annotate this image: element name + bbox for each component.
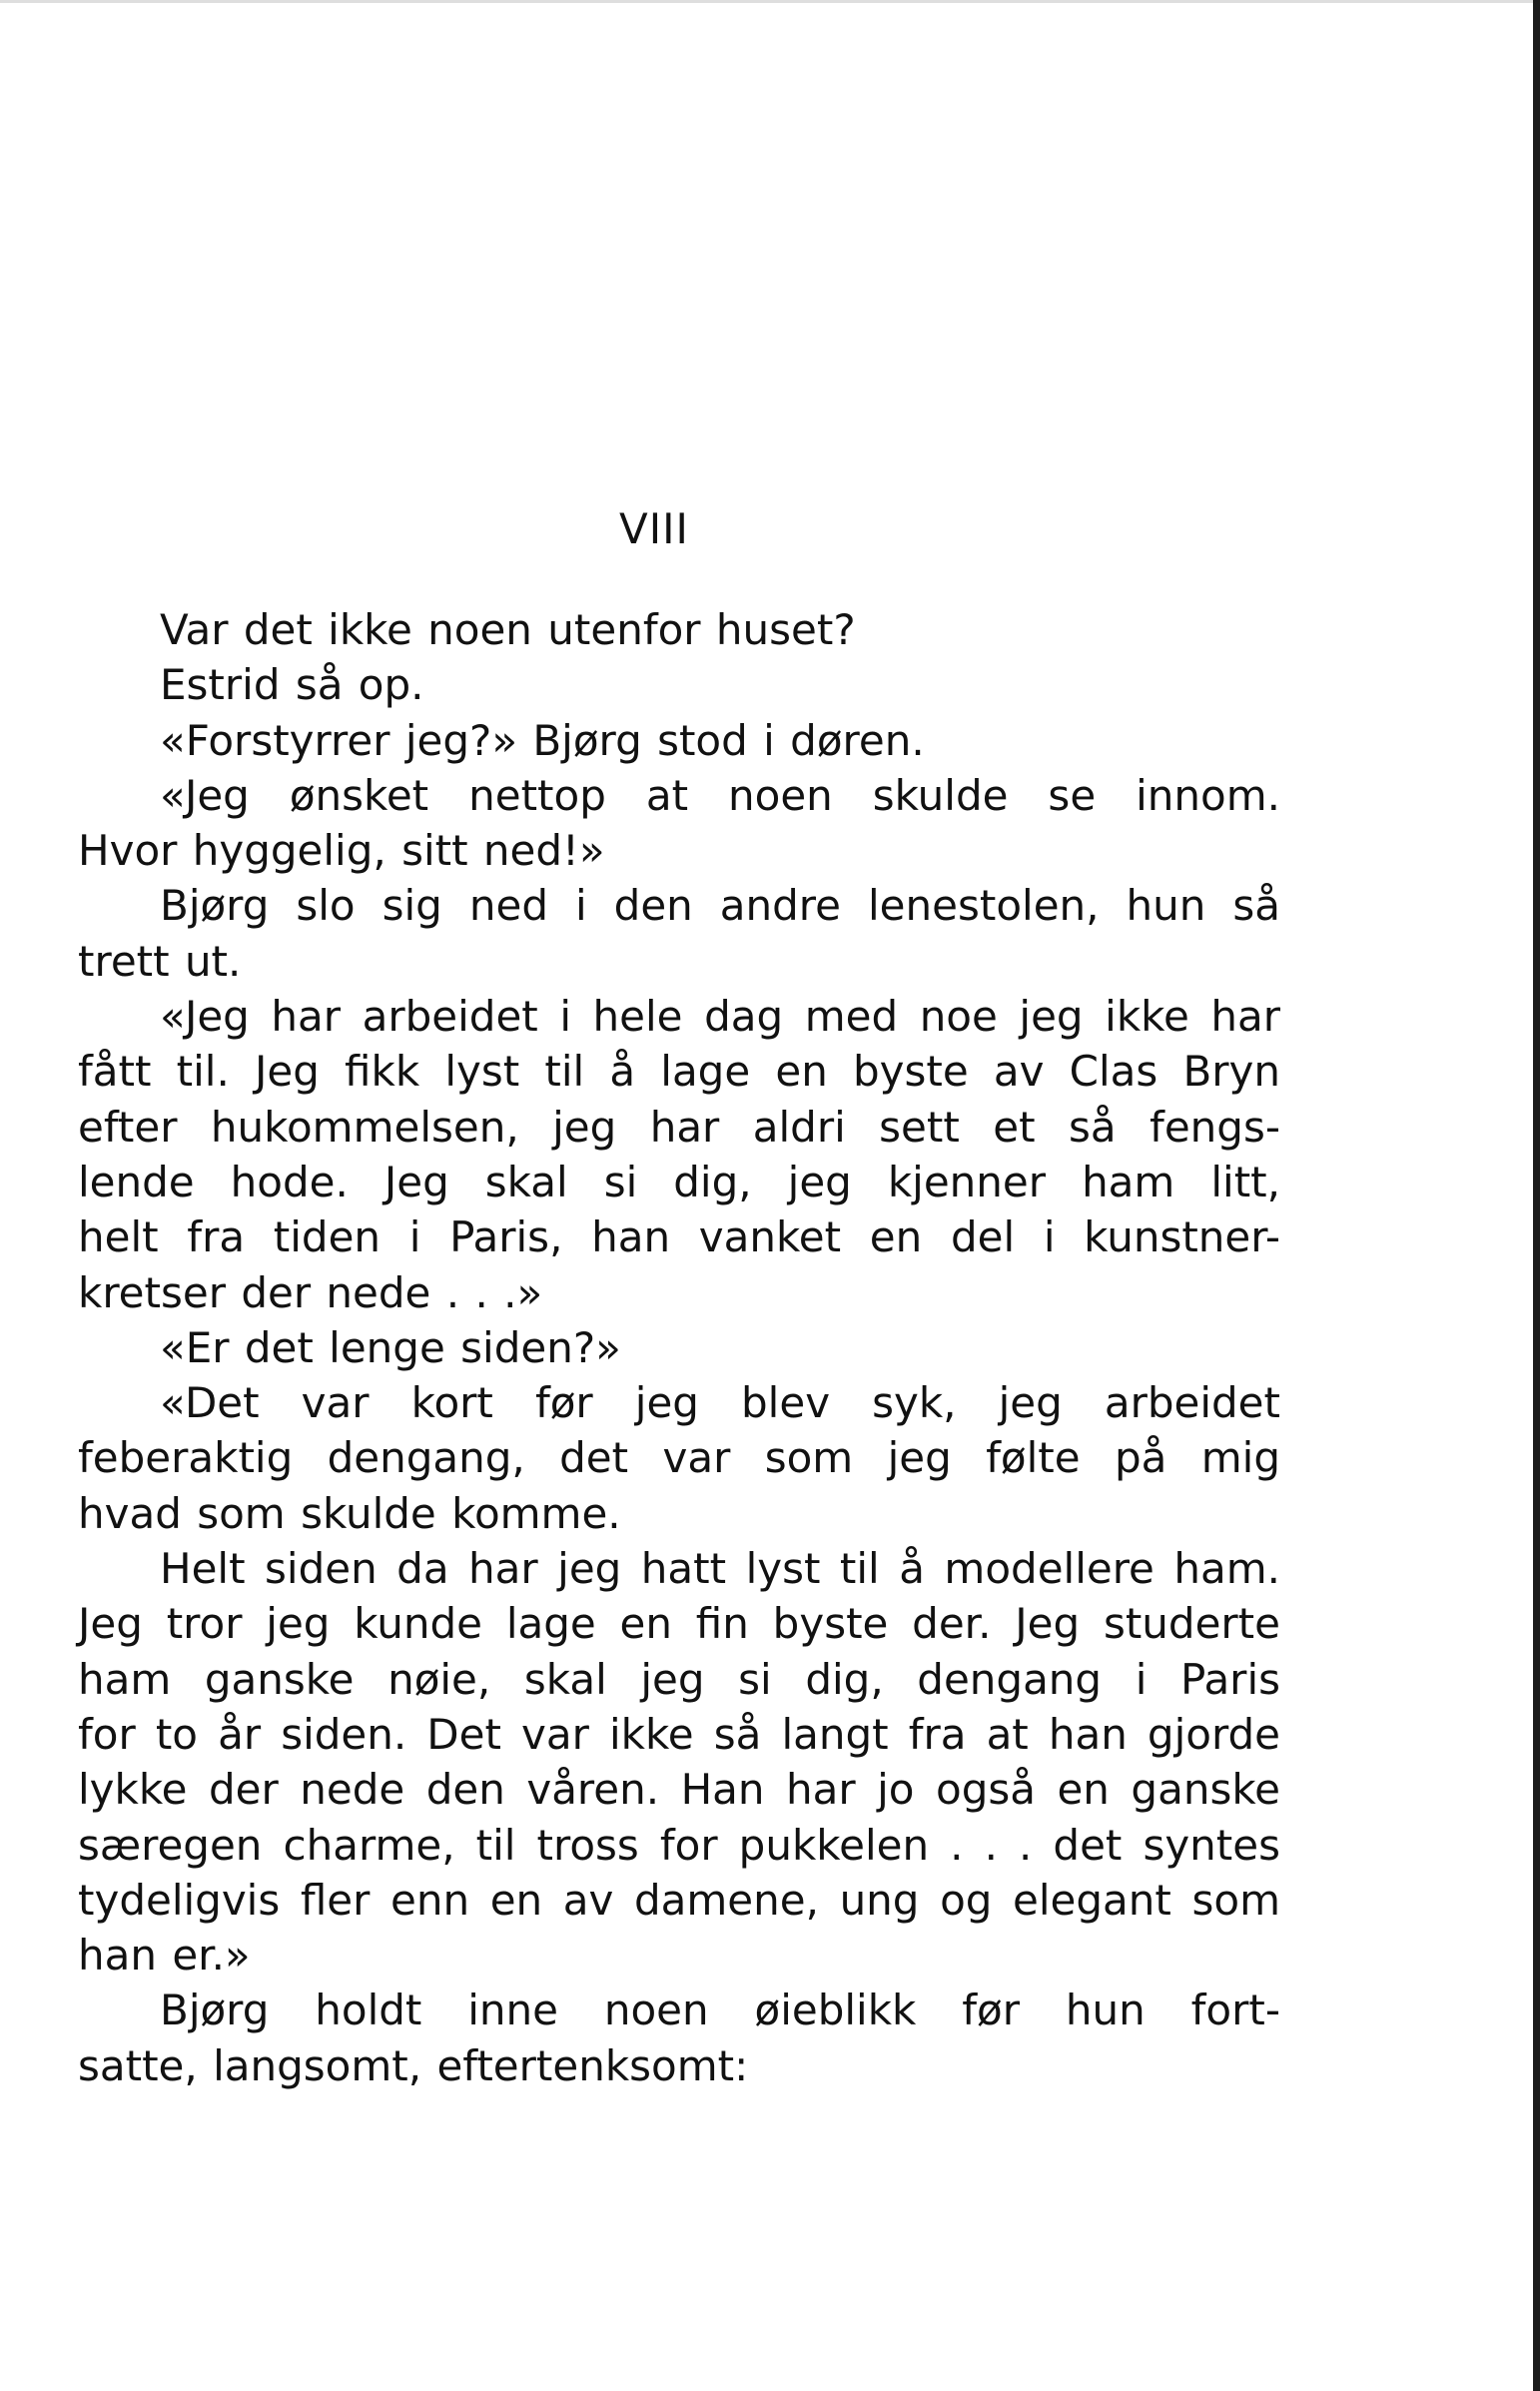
text-line: «Jeg har arbeidet i hele dag med noe jeg ikke har — [160, 992, 1280, 1042]
text-line: han er.» — [78, 1931, 251, 1981]
text-line: tydeligvis fler enn en av damene, ung og elegant som — [78, 1875, 1280, 1925]
text-line: hvad som skulde komme. — [78, 1488, 621, 1538]
page-top-edge — [0, 0, 1540, 3]
text-line: lykke der nede den våren. Han har jo også en ganske — [78, 1765, 1280, 1815]
text-line: Estrid så op. — [160, 660, 424, 710]
text-line: Bjørg slo sig ned i den andre lenestolen, hun så — [160, 881, 1280, 931]
text-line: «Er det lenge siden?» — [160, 1322, 621, 1372]
text-line: satte, langsomt, eftertenksomt: — [78, 2040, 749, 2090]
text-line: særegen charme, til tross for pukkelen . . . det syntes — [78, 1820, 1280, 1870]
text-line: trett ut. — [78, 936, 242, 986]
text-line: lende hode. Jeg skal si dig, jeg kjenner ham litt, — [78, 1157, 1280, 1206]
text-line: Var det ikke noen utenfor huset? — [160, 605, 856, 654]
text-line: kretser der nede . . .» — [78, 1267, 543, 1317]
text-line: efter hukommelsen, jeg har aldri sett et så fengs- — [78, 1102, 1280, 1152]
text-line: «Forstyrrer jeg?» Bjørg stod i døren. — [160, 715, 925, 765]
page-right-edge — [1533, 0, 1540, 2391]
text-line: Bjørg holdt inne noen øieblikk før hun fort- — [160, 1986, 1280, 2035]
text-line: Helt siden da har jeg hatt lyst til å modellere ham. — [160, 1544, 1280, 1594]
text-line: «Jeg ønsket nettop at noen skulde se innom. — [160, 770, 1280, 820]
body-text — [78, 602, 1280, 2093]
text-line: helt fra tiden i Paris, han vanket en del i kunstner- — [78, 1212, 1280, 1262]
text-line: fått til. Jeg fikk lyst til å lage en byste av Clas Bryn — [78, 1047, 1280, 1097]
text-line: feberaktig dengang, det var som jeg følte på mig — [78, 1433, 1280, 1483]
text-line: Hvor hyggelig, sitt ned!» — [78, 826, 605, 876]
text-line: «Det var kort før jeg blev syk, jeg arbeidet — [160, 1378, 1280, 1428]
text-line: ham ganske nøie, skal jeg si dig, dengang i Paris — [78, 1654, 1280, 1704]
chapter-heading: VIII — [619, 504, 689, 553]
text-line: for to år siden. Det var ikke så langt fra at han gjorde — [78, 1709, 1280, 1759]
text-line: Jeg tror jeg kunde lage en fin byste der. Jeg studerte — [78, 1599, 1280, 1649]
